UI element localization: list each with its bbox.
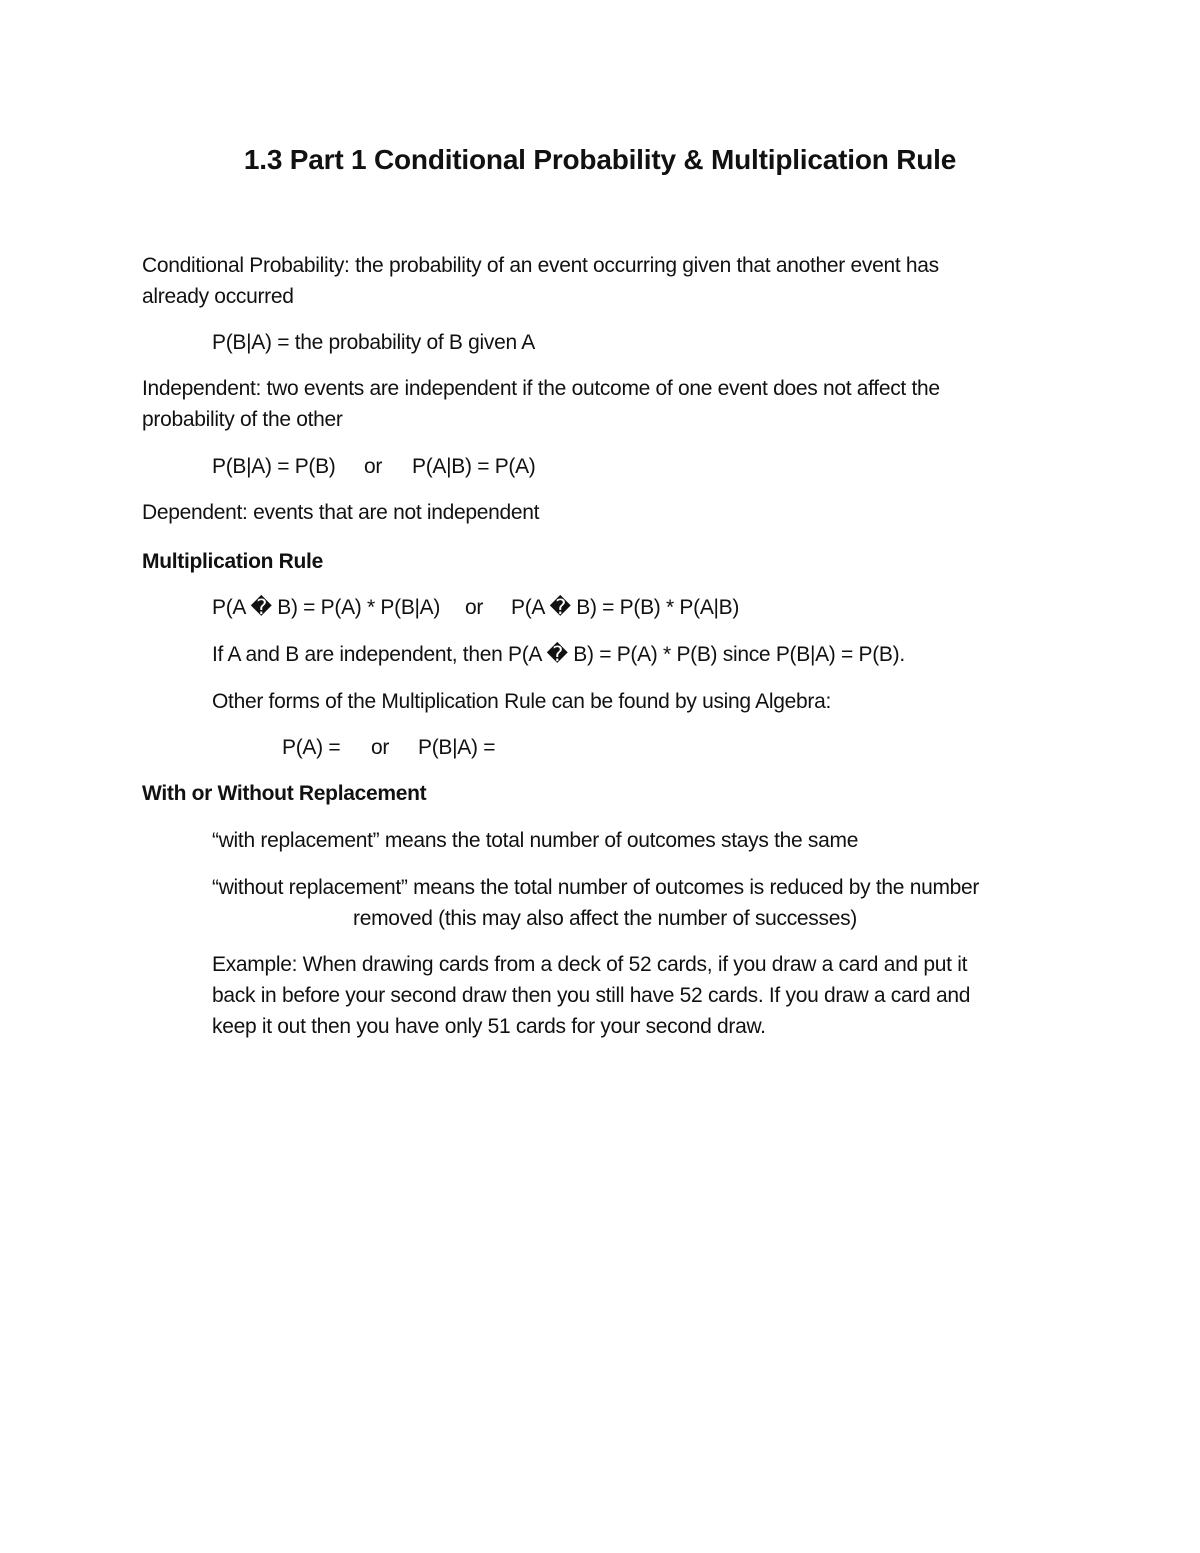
example-line-1: Example: When drawing cards from a deck of 52 cards, if you draw a card and put it [212,953,968,976]
example-line-3: keep it out then you have only 51 cards for your second draw. [212,1015,766,1038]
algebra-or: or [371,736,390,759]
without-replacement-line-1: “without replacement” means the total number of outcomes is reduced by the number [212,876,980,899]
independent-or: or [364,455,383,478]
algebra-form-left: P(A) = [282,736,341,759]
example-line-2: back in before your second draw then you still have 52 cards. If you draw a card and [212,984,971,1007]
page-title: 1.3 Part 1 Conditional Probability & Multiplication Rule [243,144,957,175]
multiplication-formula-right: P(A � B) = P(B) * P(A|B) [511,596,740,619]
conditional-definition-line-2: already occurred [142,285,294,308]
with-replacement-text: “with replacement” means the total number of outcomes stays the same [212,829,859,852]
other-forms-text: Other forms of the Multiplication Rule can be found by using Algebra: [212,690,831,713]
multiplication-rule-heading: Multiplication Rule [142,550,323,573]
independent-multiplication-note: If A and B are independent, then P(A � B) = P(A) * P(B) since P(B|A) = P(B). [212,643,905,666]
independent-formula-left: P(B|A) = P(B) [212,455,336,478]
independent-formula-right: P(A|B) = P(A) [412,455,536,478]
independent-definition-line-2: probability of the other [142,408,343,431]
multiplication-or: or [465,596,484,619]
conditional-formula: P(B|A) = the probability of B given A [212,331,535,354]
multiplication-formula-left: P(A � B) = P(A) * P(B|A) [212,596,441,619]
replacement-heading: With or Without Replacement [142,782,427,805]
without-replacement-line-2: removed (this may also affect the number of successes) [353,907,857,930]
independent-definition-line-1: Independent: two events are independent if the outcome of one event does not affect the [142,377,940,400]
algebra-form-right: P(B|A) = [418,736,496,759]
dependent-definition: Dependent: events that are not independent [142,501,540,524]
conditional-definition-line-1: Conditional Probability: the probability of an event occurring given that another event has [142,254,939,277]
